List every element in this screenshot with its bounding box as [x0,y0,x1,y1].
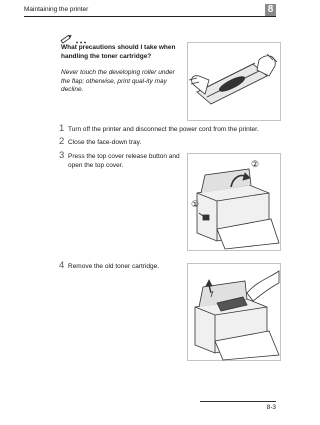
header-rule [24,16,276,17]
page-number: 8-3 [266,404,276,411]
callout-2: ② [251,160,260,170]
step-1-number: 1 [59,123,65,134]
pencil-note-icon [60,32,90,44]
footer-rule [200,401,276,402]
step-3-number: 3 [59,150,65,161]
open-top-cover-illustration [187,153,281,251]
chapter-badge: 8 [265,4,276,16]
toner-cartridge-illustration [187,42,281,121]
step-1-text: Turn off the printer and disconnect the power cord from the printer. [68,126,259,133]
step-2-text: Close the face-down tray. [68,139,142,146]
step-3-text: Press the top cover release button and open the top cover. [68,153,180,169]
remove-toner-illustration [187,263,281,361]
step-4-text: Remove the old toner cartridge. [68,263,160,270]
callout-1: ① [191,200,200,210]
step-4-number: 4 [59,260,65,271]
note-heading: What precautions should I take when handling the toner cartridge? [61,44,176,60]
step-2-number: 2 [59,136,65,147]
header-title: Maintaining the printer [24,6,89,13]
note-body: Never touch the developing roller under the flap; otherwise, print qual-ity may decline. [61,69,175,93]
